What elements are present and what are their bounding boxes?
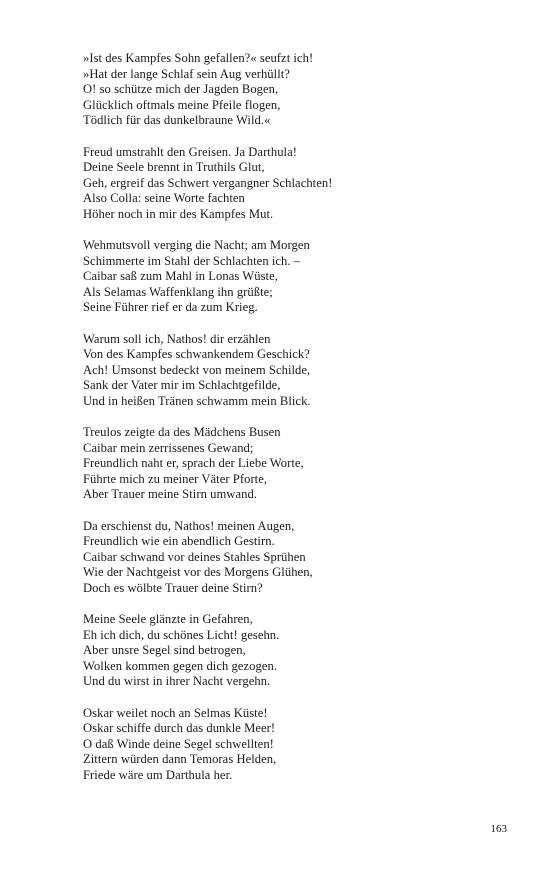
stanza-1 <box>83 51 523 129</box>
poem-line: Und in heißen Tränen schwamm mein Blick. <box>83 393 311 408</box>
stanza-6 <box>83 519 523 597</box>
poem-line: O daß Winde deine Segel schwellten! <box>83 736 274 751</box>
poem-line: Caibar saß zum Mahl in Lonas Wüste, <box>83 269 278 283</box>
poem-line: Oskar weilet noch an Selmas Küste! <box>83 705 268 720</box>
poem-line: Glücklich oftmals meine Pfeile flogen, <box>83 97 281 112</box>
poem-line: Führte mich zu meiner Väter Pforte, <box>83 471 268 486</box>
poem-line: Oskar schiffe durch das dunkle Meer! <box>83 721 276 735</box>
poem-line: Meine Seele glänzte in Gefahren, <box>83 612 253 626</box>
poem-line: Caibar schwand vor deines Stahles Sprühen <box>83 549 306 564</box>
poem-line: Eh ich dich, du schönes Licht! gesehn. <box>83 627 280 642</box>
poem-line: Zittern würden dann Temoras Helden, <box>83 752 277 766</box>
poem-line: Sank der Vater mir im Schlachtgefilde, <box>83 378 281 392</box>
stanza-2 <box>83 145 523 223</box>
page-number: 163 <box>490 823 507 835</box>
poem-line: Freundlich naht er, sprach der Liebe Worte, <box>83 456 304 470</box>
poem-line: Wie der Nachtgeist vor des Morgens Glühen, <box>83 565 313 579</box>
stanza-8 <box>83 706 523 784</box>
poem-line: Freundlich wie ein abendlich Gestirn. <box>83 534 275 548</box>
poem-line: Geh, ergreif das Schwert vergangner Schlachten! <box>83 175 333 190</box>
poem-line: Friede wäre um Darthula her. <box>83 767 233 782</box>
stanza-5 <box>83 425 523 503</box>
poem-line: »Ist des Kampfes Sohn gefallen?« seufzt ich! <box>83 51 314 65</box>
poem-line: Doch es wölbte Trauer deine Stirn? <box>83 580 263 595</box>
poem-line: Also Colla: seine Worte fachten <box>83 191 245 205</box>
poem-line: Aber Trauer meine Stirn umwand. <box>83 487 257 501</box>
poem-line: O! so schütze mich der Jagden Bogen, <box>83 82 279 96</box>
poem-line: Ach! Umsonst bedeckt von meinem Schilde, <box>83 362 311 377</box>
poem-line: Freud umstrahlt den Greisen. Ja Darthula! <box>83 144 297 159</box>
stanza-7 <box>83 612 523 690</box>
poem-line: Von des Kampfes schwankendem Geschick? <box>83 347 310 361</box>
poem-line: Deine Seele brennt in Truthils Glut, <box>83 160 265 174</box>
poem-line: »Hat der lange Schlaf sein Aug verhüllt? <box>83 66 290 81</box>
poem-line: Wolken kommen gegen dich gezogen. <box>83 658 278 673</box>
poem-line: Schimmerte im Stahl der Schlachten ich. – <box>83 253 301 268</box>
poem-line: Aber unsre Segel sind betrogen, <box>83 643 246 657</box>
poem-line: Tödlich für das dunkelbraune Wild.« <box>83 113 271 127</box>
poem-line: Caibar mein zerrissenes Gewand; <box>83 440 254 455</box>
poem-line: Und du wirst in ihrer Nacht vergehn. <box>83 674 271 688</box>
poem-text <box>83 51 523 799</box>
poem-line: Höher noch in mir des Kampfes Mut. <box>83 206 274 221</box>
poem-line: Warum soll ich, Nathos! dir erzählen <box>83 331 271 346</box>
stanza-3 <box>83 238 523 316</box>
poem-line: Wehmutsvoll verging die Nacht; am Morgen <box>83 238 310 252</box>
poem-line: Treulos zeigte da des Mädchens Busen <box>83 425 281 439</box>
poem-line: Seine Führer rief er da zum Krieg. <box>83 300 258 314</box>
stanza-4 <box>83 332 523 410</box>
poem-line: Da erschienst du, Nathos! meinen Augen, <box>83 518 295 533</box>
poem-line: Als Selamas Waffenklang ihn grüßte; <box>83 284 273 299</box>
